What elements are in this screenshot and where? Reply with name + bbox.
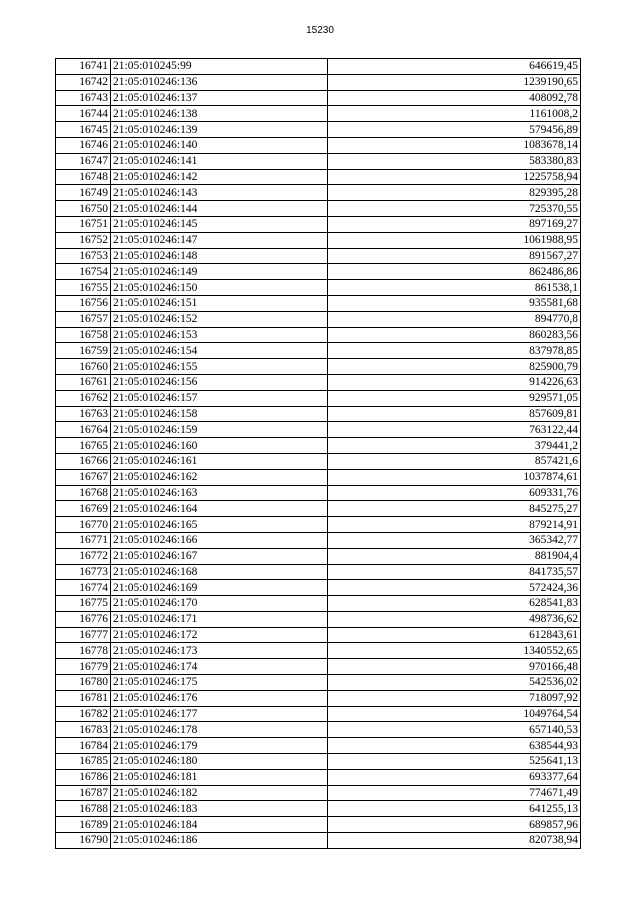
row-number-cell: 16785 <box>56 754 111 770</box>
row-number-cell: 16749 <box>56 185 111 201</box>
cadastral-number-cell: 21:05:010246:153 <box>111 327 328 343</box>
cadastral-value-cell: 881904,4 <box>328 548 581 564</box>
cadastral-number-cell: 21:05:010246:165 <box>111 517 328 533</box>
row-number-cell: 16766 <box>56 453 111 469</box>
row-number-cell: 16769 <box>56 501 111 517</box>
table-row <box>56 517 581 533</box>
cadastral-number-cell: 21:05:010246:142 <box>111 169 328 185</box>
table-row <box>56 137 581 153</box>
table-row <box>56 438 581 454</box>
row-number-cell: 16781 <box>56 690 111 706</box>
cadastral-value-cell: 891567,27 <box>328 248 581 264</box>
cadastral-value-cell: 718097,92 <box>328 690 581 706</box>
cadastral-number-cell: 21:05:010246:143 <box>111 185 328 201</box>
table-row <box>56 769 581 785</box>
table-row <box>56 390 581 406</box>
cadastral-number-cell: 21:05:010246:162 <box>111 469 328 485</box>
row-number-cell: 16790 <box>56 833 111 849</box>
cadastral-value-cell: 646619,45 <box>328 59 581 75</box>
table-row <box>56 548 581 564</box>
table-row <box>56 706 581 722</box>
cadastral-value-cell: 894770,8 <box>328 311 581 327</box>
cadastral-value-cell: 689857,96 <box>328 817 581 833</box>
row-number-cell: 16771 <box>56 532 111 548</box>
cadastral-number-cell: 21:05:010246:144 <box>111 201 328 217</box>
cadastral-number-cell: 21:05:010246:183 <box>111 801 328 817</box>
row-number-cell: 16761 <box>56 374 111 390</box>
row-number-cell: 16786 <box>56 769 111 785</box>
cadastral-number-cell: 21:05:010246:171 <box>111 611 328 627</box>
cadastral-value-cell: 935581,68 <box>328 295 581 311</box>
cadastral-number-cell: 21:05:010246:147 <box>111 232 328 248</box>
table-row <box>56 106 581 122</box>
row-number-cell: 16760 <box>56 359 111 375</box>
row-number-cell: 16789 <box>56 817 111 833</box>
table-row <box>56 216 581 232</box>
row-number-cell: 16756 <box>56 295 111 311</box>
table-row <box>56 153 581 169</box>
cadastral-number-cell: 21:05:010246:139 <box>111 122 328 138</box>
cadastral-value-cell: 379441,2 <box>328 438 581 454</box>
row-number-cell: 16764 <box>56 422 111 438</box>
table-row <box>56 785 581 801</box>
cadastral-value-cell: 861538,1 <box>328 280 581 296</box>
cadastral-number-cell: 21:05:010246:173 <box>111 643 328 659</box>
row-number-cell: 16772 <box>56 548 111 564</box>
row-number-cell: 16763 <box>56 406 111 422</box>
cadastral-value-cell: 641255,13 <box>328 801 581 817</box>
cadastral-number-cell: 21:05:010246:155 <box>111 359 328 375</box>
row-number-cell: 16767 <box>56 469 111 485</box>
row-number-cell: 16750 <box>56 201 111 217</box>
table-row <box>56 564 581 580</box>
cadastral-value-cell: 1239190,65 <box>328 74 581 90</box>
cadastral-value-cell: 879214,91 <box>328 517 581 533</box>
cadastral-value-cell: 693377,64 <box>328 769 581 785</box>
table-row <box>56 675 581 691</box>
table-row <box>56 359 581 375</box>
table-row <box>56 485 581 501</box>
cadastral-number-cell: 21:05:010246:182 <box>111 785 328 801</box>
table-row <box>56 295 581 311</box>
table-row <box>56 722 581 738</box>
row-number-cell: 16762 <box>56 390 111 406</box>
row-number-cell: 16778 <box>56 643 111 659</box>
cadastral-value-cell: 837978,85 <box>328 343 581 359</box>
cadastral-value-cell: 914226,63 <box>328 374 581 390</box>
cadastral-number-cell: 21:05:010246:150 <box>111 280 328 296</box>
row-number-cell: 16775 <box>56 596 111 612</box>
cadastral-value-cell: 1161008,2 <box>328 106 581 122</box>
cadastral-value-cell: 774671,49 <box>328 785 581 801</box>
cadastral-number-cell: 21:05:010246:161 <box>111 453 328 469</box>
table-row <box>56 327 581 343</box>
table-row <box>56 659 581 675</box>
row-number-cell: 16780 <box>56 675 111 691</box>
table-row <box>56 801 581 817</box>
cadastral-number-cell: 21:05:010246:164 <box>111 501 328 517</box>
row-number-cell: 16782 <box>56 706 111 722</box>
table-body <box>56 59 581 849</box>
row-number-cell: 16754 <box>56 264 111 280</box>
cadastral-number-cell: 21:05:010246:140 <box>111 137 328 153</box>
cadastral-value-cell: 612843,61 <box>328 627 581 643</box>
table-row <box>56 201 581 217</box>
cadastral-number-cell: 21:05:010246:137 <box>111 90 328 106</box>
cadastral-value-cell: 860283,56 <box>328 327 581 343</box>
cadastral-value-cell: 825900,79 <box>328 359 581 375</box>
cadastral-number-cell: 21:05:010246:176 <box>111 690 328 706</box>
cadastral-value-cell: 628541,83 <box>328 596 581 612</box>
table-row <box>56 596 581 612</box>
cadastral-value-cell: 1037874,61 <box>328 469 581 485</box>
row-number-cell: 16776 <box>56 611 111 627</box>
cadastral-number-cell: 21:05:010246:175 <box>111 675 328 691</box>
row-number-cell: 16758 <box>56 327 111 343</box>
cadastral-number-cell: 21:05:010246:160 <box>111 438 328 454</box>
cadastral-value-cell: 1340552,65 <box>328 643 581 659</box>
cadastral-number-cell: 21:05:010246:168 <box>111 564 328 580</box>
row-number-cell: 16777 <box>56 627 111 643</box>
cadastral-value-cell: 365342,77 <box>328 532 581 548</box>
cadastral-number-cell: 21:05:010246:138 <box>111 106 328 122</box>
cadastral-number-cell: 21:05:010246:177 <box>111 706 328 722</box>
cadastral-value-table <box>55 58 581 849</box>
cadastral-value-cell: 542536,02 <box>328 675 581 691</box>
cadastral-number-cell: 21:05:010246:170 <box>111 596 328 612</box>
cadastral-number-cell: 21:05:010246:145 <box>111 216 328 232</box>
table-row <box>56 738 581 754</box>
cadastral-number-cell: 21:05:010246:179 <box>111 738 328 754</box>
cadastral-number-cell: 21:05:010246:167 <box>111 548 328 564</box>
cadastral-number-cell: 21:05:010246:163 <box>111 485 328 501</box>
table-row <box>56 59 581 75</box>
table-row <box>56 469 581 485</box>
row-number-cell: 16747 <box>56 153 111 169</box>
table-row <box>56 248 581 264</box>
cadastral-number-cell: 21:05:010246:181 <box>111 769 328 785</box>
row-number-cell: 16768 <box>56 485 111 501</box>
cadastral-value-cell: 572424,36 <box>328 580 581 596</box>
cadastral-value-cell: 583380,83 <box>328 153 581 169</box>
cadastral-number-cell: 21:05:010245:99 <box>111 59 328 75</box>
cadastral-number-cell: 21:05:010246:141 <box>111 153 328 169</box>
row-number-cell: 16751 <box>56 216 111 232</box>
cadastral-number-cell: 21:05:010246:152 <box>111 311 328 327</box>
row-number-cell: 16787 <box>56 785 111 801</box>
cadastral-number-cell: 21:05:010246:136 <box>111 74 328 90</box>
cadastral-value-cell: 763122,44 <box>328 422 581 438</box>
cadastral-value-cell: 897169,27 <box>328 216 581 232</box>
cadastral-value-cell: 1083678,14 <box>328 137 581 153</box>
table-row <box>56 532 581 548</box>
cadastral-value-cell: 841735,57 <box>328 564 581 580</box>
row-number-cell: 16759 <box>56 343 111 359</box>
row-number-cell: 16746 <box>56 137 111 153</box>
cadastral-value-cell: 820738,94 <box>328 833 581 849</box>
table-row <box>56 406 581 422</box>
row-number-cell: 16779 <box>56 659 111 675</box>
row-number-cell: 16784 <box>56 738 111 754</box>
cadastral-value-cell: 929571,05 <box>328 390 581 406</box>
cadastral-number-cell: 21:05:010246:149 <box>111 264 328 280</box>
table-row <box>56 90 581 106</box>
table-row <box>56 122 581 138</box>
cadastral-number-cell: 21:05:010246:172 <box>111 627 328 643</box>
row-number-cell: 16748 <box>56 169 111 185</box>
table-row <box>56 501 581 517</box>
cadastral-value-cell: 1049764,54 <box>328 706 581 722</box>
cadastral-value-cell: 862486,86 <box>328 264 581 280</box>
row-number-cell: 16744 <box>56 106 111 122</box>
table-row <box>56 833 581 849</box>
cadastral-number-cell: 21:05:010246:159 <box>111 422 328 438</box>
row-number-cell: 16752 <box>56 232 111 248</box>
table-row <box>56 580 581 596</box>
cadastral-value-cell: 857421,6 <box>328 453 581 469</box>
row-number-cell: 16743 <box>56 90 111 106</box>
row-number-cell: 16770 <box>56 517 111 533</box>
cadastral-number-cell: 21:05:010246:158 <box>111 406 328 422</box>
cadastral-number-cell: 21:05:010246:184 <box>111 817 328 833</box>
cadastral-value-cell: 1225758,94 <box>328 169 581 185</box>
table-row <box>56 280 581 296</box>
table-row <box>56 232 581 248</box>
cadastral-number-cell: 21:05:010246:169 <box>111 580 328 596</box>
cadastral-value-cell: 408092,78 <box>328 90 581 106</box>
row-number-cell: 16774 <box>56 580 111 596</box>
cadastral-value-cell: 725370,55 <box>328 201 581 217</box>
cadastral-number-cell: 21:05:010246:174 <box>111 659 328 675</box>
row-number-cell: 16765 <box>56 438 111 454</box>
table-row <box>56 311 581 327</box>
cadastral-value-cell: 845275,27 <box>328 501 581 517</box>
row-number-cell: 16783 <box>56 722 111 738</box>
cadastral-value-cell: 579456,89 <box>328 122 581 138</box>
row-number-cell: 16755 <box>56 280 111 296</box>
cadastral-value-cell: 498736,62 <box>328 611 581 627</box>
table-row <box>56 374 581 390</box>
cadastral-value-cell: 609331,76 <box>328 485 581 501</box>
table-row <box>56 422 581 438</box>
cadastral-number-cell: 21:05:010246:178 <box>111 722 328 738</box>
cadastral-number-cell: 21:05:010246:154 <box>111 343 328 359</box>
table-row <box>56 754 581 770</box>
table-row <box>56 74 581 90</box>
table-row <box>56 169 581 185</box>
table-row <box>56 643 581 659</box>
row-number-cell: 16753 <box>56 248 111 264</box>
cadastral-value-cell: 657140,53 <box>328 722 581 738</box>
cadastral-number-cell: 21:05:010246:180 <box>111 754 328 770</box>
row-number-cell: 16788 <box>56 801 111 817</box>
cadastral-number-cell: 21:05:010246:166 <box>111 532 328 548</box>
row-number-cell: 16757 <box>56 311 111 327</box>
cadastral-number-cell: 21:05:010246:157 <box>111 390 328 406</box>
row-number-cell: 16773 <box>56 564 111 580</box>
cadastral-number-cell: 21:05:010246:151 <box>111 295 328 311</box>
cadastral-number-cell: 21:05:010246:148 <box>111 248 328 264</box>
row-number-cell: 16742 <box>56 74 111 90</box>
cadastral-value-cell: 857609,81 <box>328 406 581 422</box>
cadastral-number-cell: 21:05:010246:156 <box>111 374 328 390</box>
table-row <box>56 817 581 833</box>
cadastral-value-cell: 525641,13 <box>328 754 581 770</box>
table-row <box>56 690 581 706</box>
table-row <box>56 343 581 359</box>
table-row <box>56 611 581 627</box>
row-number-cell: 16745 <box>56 122 111 138</box>
cadastral-number-cell: 21:05:010246:186 <box>111 833 328 849</box>
table-row <box>56 185 581 201</box>
table-row <box>56 627 581 643</box>
table-row <box>56 453 581 469</box>
cadastral-value-cell: 638544,93 <box>328 738 581 754</box>
table-row <box>56 264 581 280</box>
row-number-cell: 16741 <box>56 59 111 75</box>
page-number: 15230 <box>306 25 334 36</box>
cadastral-value-cell: 1061988,95 <box>328 232 581 248</box>
cadastral-value-cell: 829395,28 <box>328 185 581 201</box>
cadastral-value-cell: 970166,48 <box>328 659 581 675</box>
